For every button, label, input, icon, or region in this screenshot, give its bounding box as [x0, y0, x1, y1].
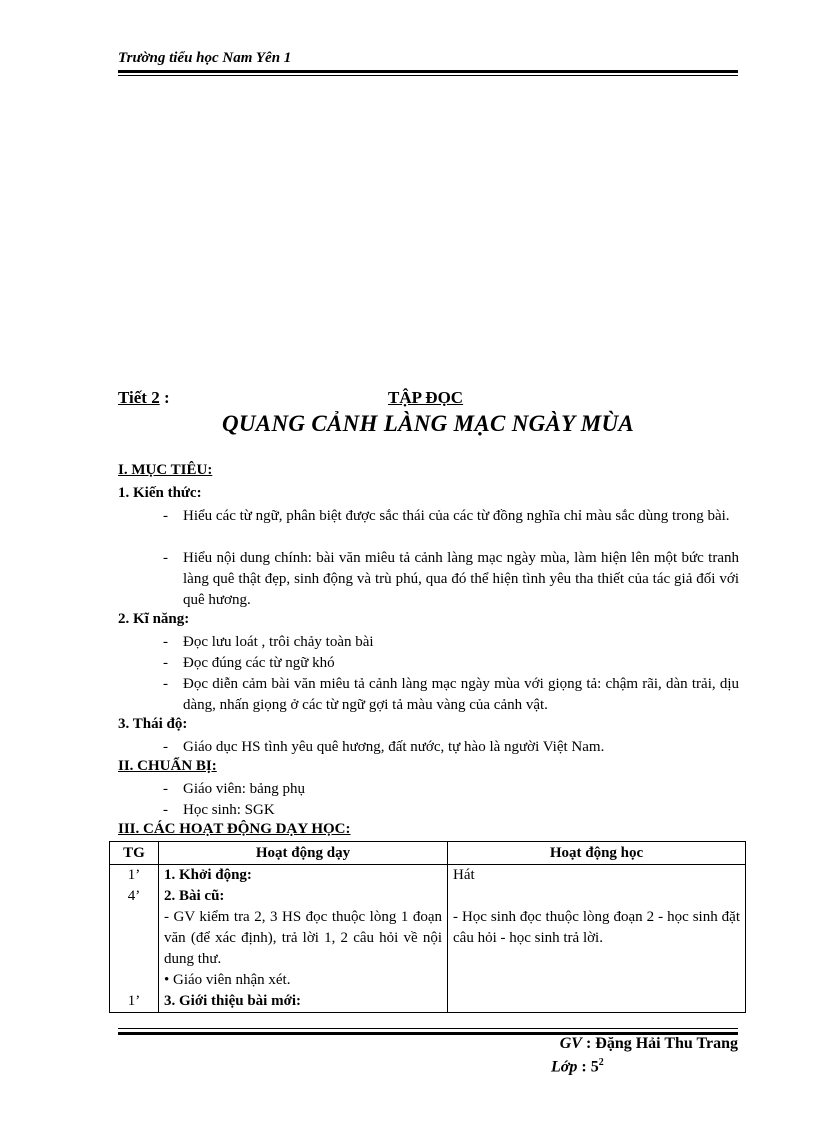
- activities-table: [109, 841, 746, 1013]
- time-cell: 1’ 4’ 1’: [110, 865, 159, 1013]
- header-rule-thick: [118, 70, 738, 73]
- learning-cell: [448, 865, 746, 1013]
- knowledge-item: - Hiểu các từ ngữ, phân biệt được sắc thái của các từ đồng nghĩa chỉ màu sắc dùng trong bài.: [163, 508, 730, 524]
- table-row: [110, 865, 746, 1013]
- skills-item: - Đọc diễn cảm bài văn miêu tả cảnh làng mạc ngày mùa với giọng tả: chậm rãi, dàn trải, dịu dàng, nhấn giọng ở các từ ngữ gợi tả màu vàng của cảnh vật.: [163, 676, 739, 713]
- subject-heading: TẬP ĐỌC: [388, 388, 464, 407]
- review-heading: 2. Bài cũ:: [164, 888, 225, 904]
- skills-item: - Đọc đúng các từ ngữ khó: [163, 655, 335, 671]
- teaching-cell: [159, 865, 448, 1013]
- section-activities-heading: III. CÁC HOẠT ĐỘNG DẠY HỌC:: [118, 821, 351, 837]
- knowledge-heading: 1. Kiến thức:: [118, 485, 202, 501]
- teacher-remark: • Giáo viên nhận xét.: [164, 972, 291, 988]
- column-header-teaching: Hoạt động dạy: [159, 842, 448, 865]
- warmup-heading: 1. Khởi động:: [164, 867, 252, 883]
- table-header-row: [110, 842, 746, 865]
- skills-item: - Đọc lưu loát , trôi chảy toàn bài: [163, 634, 374, 650]
- preparation-item: - Học sinh: SGK: [163, 802, 275, 818]
- review-text: - GV kiểm tra 2, 3 HS đọc thuộc lòng 1 đoạn văn (để xác định), trả lời 1, 2 câu hỏi về nội dung thư.: [164, 909, 442, 967]
- teacher-name: GV : Đặng Hải Thu Trang: [559, 1035, 738, 1052]
- knowledge-item: - Hiểu nội dung chính: bài văn miêu tả cảnh làng mạc ngày mùa, làm hiện lên một bức tranh làng quê thật đẹp, sinh động và trù phú, qua đó thể hiện tình yêu tha thiết của tác giả đối với quê hương.: [163, 550, 739, 608]
- section-objectives-heading: I. MỤC TIÊU:: [118, 462, 213, 478]
- school-name: Trường tiểu học Nam Yên 1: [118, 50, 292, 66]
- skills-heading: 2. Kĩ năng:: [118, 611, 190, 627]
- sing-text: Hát: [453, 867, 475, 883]
- preparation-item: - Giáo viên: bảng phụ: [163, 781, 306, 797]
- lesson-title: QUANG CẢNH LÀNG MẠC NGÀY MÙA: [221, 411, 634, 436]
- column-header-learning: Hoạt động học: [448, 842, 746, 865]
- footer-rule-thin: [118, 1028, 738, 1029]
- class-label: Lớp : $5^2$: [551, 1057, 604, 1076]
- attitude-item: - Giáo dục HS tình yêu quê hương, đất nước, tự hào là người Việt Nam.: [163, 739, 605, 755]
- header-rule-thin: [118, 75, 738, 76]
- attitude-heading: 3. Thái độ:: [118, 716, 188, 732]
- section-preparation-heading: II. CHUẨN BỊ:: [118, 758, 217, 774]
- student-reading-text: - Học sinh đọc thuộc lòng đoạn 2 - học sinh đặt câu hỏi - học sinh trả lời.: [453, 909, 740, 946]
- period-label: Tiết 2 :: [118, 388, 170, 407]
- intro-heading: 3. Giới thiệu bài mới:: [164, 993, 302, 1009]
- column-header-time: TG: [110, 842, 159, 865]
